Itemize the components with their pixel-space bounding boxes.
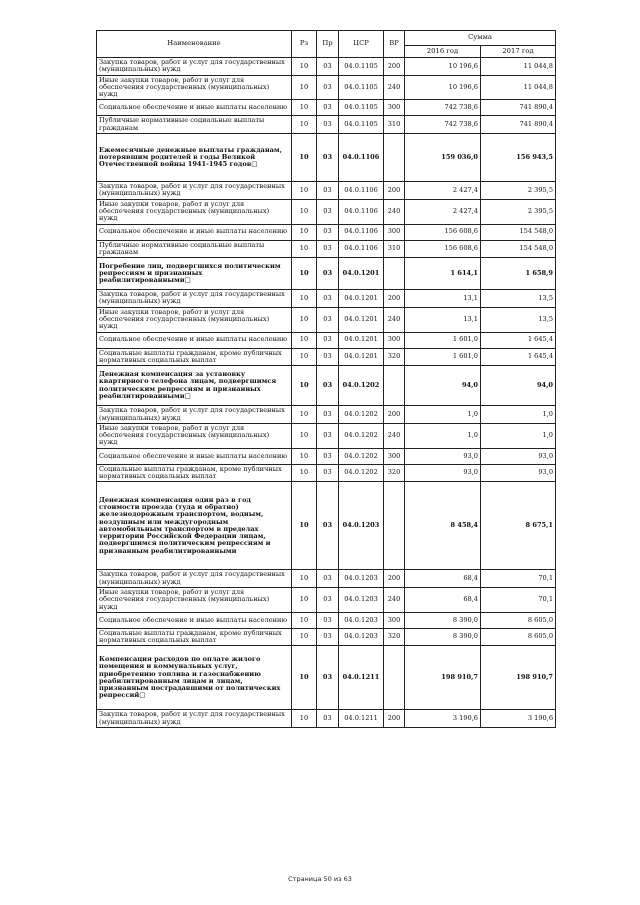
cell-2017: 11 044,8 xyxy=(481,75,556,100)
cell-2016: 156 608,6 xyxy=(405,240,481,258)
header-vr: ВР xyxy=(384,31,405,58)
cell-pr: 03 xyxy=(317,448,339,464)
cell-2016: 3 190,6 xyxy=(405,710,481,728)
cell-csr: 04.0.1106 xyxy=(339,224,384,240)
cell-csr: 04.0.1106 xyxy=(339,134,384,182)
cell-name: Социальное обеспечение и иные выплаты населению xyxy=(97,448,292,464)
cell-2016: 1 614,1 xyxy=(405,258,481,290)
cell-name: Закупка товаров, работ и услуг для государственных (муниципальных) нужд xyxy=(97,182,292,200)
table-row-group xyxy=(97,366,556,406)
cell-csr: 04.0.1106 xyxy=(339,182,384,200)
cell-rz: 10 xyxy=(292,710,317,728)
cell-rz: 10 xyxy=(292,587,317,612)
cell-2017: 2 395,5 xyxy=(481,182,556,200)
cell-rz: 10 xyxy=(292,75,317,100)
cell-vr: 240 xyxy=(384,307,405,332)
cell-2017: 741 890,4 xyxy=(481,116,556,134)
cell-vr xyxy=(384,366,405,406)
cell-csr: 04.0.1203 xyxy=(339,587,384,612)
cell-pr: 03 xyxy=(317,332,339,348)
cell-vr: 200 xyxy=(384,290,405,308)
cell-name: Публичные нормативные социальные выплаты гражданам xyxy=(97,240,292,258)
cell-2017: 70,1 xyxy=(481,587,556,612)
cell-rz: 10 xyxy=(292,258,317,290)
cell-rz: 10 xyxy=(292,224,317,240)
cell-pr: 03 xyxy=(317,612,339,628)
cell-2017: 3 190,6 xyxy=(481,710,556,728)
cell-2017: 154 548,0 xyxy=(481,224,556,240)
cell-rz: 10 xyxy=(292,366,317,406)
cell-2017: 1 645,4 xyxy=(481,332,556,348)
table-row xyxy=(97,612,556,628)
table-row xyxy=(97,307,556,332)
table-row xyxy=(97,199,556,224)
table-row xyxy=(97,116,556,134)
cell-pr: 03 xyxy=(317,570,339,588)
cell-pr: 03 xyxy=(317,348,339,366)
cell-name: Социальное обеспечение и иные выплаты населению xyxy=(97,332,292,348)
cell-pr: 03 xyxy=(317,75,339,100)
cell-rz: 10 xyxy=(292,58,317,76)
cell-csr: 04.0.1201 xyxy=(339,348,384,366)
cell-2017: 94,0 xyxy=(481,366,556,406)
header-sum: Сумма xyxy=(405,31,556,46)
cell-rz: 10 xyxy=(292,448,317,464)
cell-pr: 03 xyxy=(317,116,339,134)
cell-csr: 04.0.1211 xyxy=(339,646,384,710)
cell-rz: 10 xyxy=(292,646,317,710)
cell-name: Закупка товаров, работ и услуг для государственных (муниципальных) нужд xyxy=(97,58,292,76)
table-row xyxy=(97,587,556,612)
page-number: Страница 50 из 63 xyxy=(288,875,352,883)
table-row xyxy=(97,240,556,258)
table-row xyxy=(97,710,556,728)
table-row xyxy=(97,75,556,100)
cell-name: Иные закупки товаров, работ и услуг для обеспечения государственных (муниципальных) нужд xyxy=(97,199,292,224)
cell-vr: 310 xyxy=(384,116,405,134)
cell-pr: 03 xyxy=(317,464,339,482)
cell-2017: 156 943,5 xyxy=(481,134,556,182)
cell-vr: 240 xyxy=(384,423,405,448)
cell-2017: 93,0 xyxy=(481,464,556,482)
cell-2016: 198 910,7 xyxy=(405,646,481,710)
cell-csr: 04.0.1105 xyxy=(339,75,384,100)
table-row-group xyxy=(97,482,556,570)
cell-rz: 10 xyxy=(292,464,317,482)
cell-name: Закупка товаров, работ и услуг для государственных (муниципальных) нужд xyxy=(97,570,292,588)
cell-pr: 03 xyxy=(317,646,339,710)
budget-table xyxy=(96,30,556,728)
cell-2016: 8 458,4 xyxy=(405,482,481,570)
cell-name: Компенсация расходов по оплате жилого помещения и коммунальных услуг, приобретению топлива и газоснабжению реабилитированным лицам и лицам, признанным пострадавшими от политических репрессий□ xyxy=(97,646,292,710)
cell-pr: 03 xyxy=(317,224,339,240)
header-2016: 2016 год xyxy=(405,46,481,58)
cell-2017: 1 658,9 xyxy=(481,258,556,290)
cell-vr xyxy=(384,646,405,710)
table-row xyxy=(97,406,556,424)
cell-pr: 03 xyxy=(317,182,339,200)
cell-name: Закупка товаров, работ и услуг для государственных (муниципальных) нужд xyxy=(97,710,292,728)
cell-2016: 159 036,0 xyxy=(405,134,481,182)
cell-rz: 10 xyxy=(292,482,317,570)
cell-vr: 320 xyxy=(384,348,405,366)
cell-name: Иные закупки товаров, работ и услуг для обеспечения государственных (муниципальных) нужд xyxy=(97,307,292,332)
table-row xyxy=(97,290,556,308)
cell-2016: 2 427,4 xyxy=(405,199,481,224)
cell-csr: 04.0.1106 xyxy=(339,199,384,224)
cell-vr: 300 xyxy=(384,100,405,116)
cell-2017: 93,0 xyxy=(481,448,556,464)
cell-2017: 1 645,4 xyxy=(481,348,556,366)
cell-2016: 742 738,6 xyxy=(405,116,481,134)
table-header-row xyxy=(97,31,556,46)
cell-2017: 1,0 xyxy=(481,423,556,448)
cell-rz: 10 xyxy=(292,182,317,200)
cell-name: Публичные нормативные социальные выплаты гражданам xyxy=(97,116,292,134)
cell-rz: 10 xyxy=(292,348,317,366)
cell-rz: 10 xyxy=(292,290,317,308)
cell-pr: 03 xyxy=(317,423,339,448)
cell-rz: 10 xyxy=(292,134,317,182)
cell-csr: 04.0.1203 xyxy=(339,628,384,646)
cell-rz: 10 xyxy=(292,423,317,448)
cell-vr: 240 xyxy=(384,587,405,612)
cell-name: Закупка товаров, работ и услуг для государственных (муниципальных) нужд xyxy=(97,406,292,424)
cell-2016: 93,0 xyxy=(405,464,481,482)
cell-2016: 68,4 xyxy=(405,587,481,612)
table-row-group xyxy=(97,134,556,182)
table-row xyxy=(97,58,556,76)
table-row xyxy=(97,628,556,646)
cell-vr: 320 xyxy=(384,628,405,646)
table-row xyxy=(97,423,556,448)
header-pr: Пр xyxy=(317,31,339,58)
cell-2017: 741 890,4 xyxy=(481,100,556,116)
cell-2017: 198 910,7 xyxy=(481,646,556,710)
table-row xyxy=(97,570,556,588)
cell-vr: 200 xyxy=(384,570,405,588)
cell-2016: 94,0 xyxy=(405,366,481,406)
cell-pr: 03 xyxy=(317,100,339,116)
cell-pr: 03 xyxy=(317,58,339,76)
header-rz: Рз xyxy=(292,31,317,58)
cell-vr xyxy=(384,134,405,182)
cell-csr: 04.0.1202 xyxy=(339,423,384,448)
cell-name: Денежная компенсация один раз в год стоимости проезда (туда и обратно) железнодорожным транспортом, водным, воздушным или междугородным автомобильным транспортом в пределах территории Российской Федерации лицам, подвергшимся политическим репрессиям и признанным реабилитированными xyxy=(97,482,292,570)
cell-pr: 03 xyxy=(317,199,339,224)
cell-csr: 04.0.1203 xyxy=(339,482,384,570)
cell-2016: 156 608,6 xyxy=(405,224,481,240)
cell-2016: 8 390,0 xyxy=(405,628,481,646)
table-row xyxy=(97,464,556,482)
cell-2017: 13,5 xyxy=(481,290,556,308)
cell-2017: 154 548,0 xyxy=(481,240,556,258)
cell-2016: 2 427,4 xyxy=(405,182,481,200)
cell-vr: 300 xyxy=(384,224,405,240)
table-row xyxy=(97,348,556,366)
cell-name: Социальное обеспечение и иные выплаты населению xyxy=(97,612,292,628)
table-row-group xyxy=(97,258,556,290)
cell-vr: 300 xyxy=(384,448,405,464)
cell-vr: 310 xyxy=(384,240,405,258)
cell-csr: 04.0.1105 xyxy=(339,58,384,76)
cell-vr: 200 xyxy=(384,182,405,200)
cell-csr: 04.0.1202 xyxy=(339,448,384,464)
cell-csr: 04.0.1202 xyxy=(339,406,384,424)
cell-csr: 04.0.1201 xyxy=(339,290,384,308)
cell-rz: 10 xyxy=(292,199,317,224)
cell-name: Социальные выплаты гражданам, кроме публичных нормативных социальных выплат xyxy=(97,464,292,482)
cell-rz: 10 xyxy=(292,307,317,332)
table-row xyxy=(97,100,556,116)
cell-pr: 03 xyxy=(317,258,339,290)
cell-2017: 8 605,0 xyxy=(481,628,556,646)
cell-csr: 04.0.1203 xyxy=(339,570,384,588)
cell-csr: 04.0.1201 xyxy=(339,307,384,332)
cell-2016: 10 196,6 xyxy=(405,58,481,76)
cell-name: Социальное обеспечение и иные выплаты населению xyxy=(97,224,292,240)
cell-vr: 240 xyxy=(384,75,405,100)
cell-name: Погребение лиц, подвергшихся политическим репрессиям и признанных реабилитированными□ xyxy=(97,258,292,290)
cell-csr: 04.0.1211 xyxy=(339,710,384,728)
cell-pr: 03 xyxy=(317,628,339,646)
cell-rz: 10 xyxy=(292,100,317,116)
header-2017: 2017 год xyxy=(481,46,556,58)
cell-name: Социальные выплаты гражданам, кроме публичных нормативных социальных выплат xyxy=(97,628,292,646)
cell-2017: 8 675,1 xyxy=(481,482,556,570)
cell-2016: 1 601,0 xyxy=(405,348,481,366)
cell-pr: 03 xyxy=(317,240,339,258)
cell-rz: 10 xyxy=(292,332,317,348)
cell-csr: 04.0.1202 xyxy=(339,464,384,482)
cell-2016: 742 738,6 xyxy=(405,100,481,116)
cell-2017: 11 044,8 xyxy=(481,58,556,76)
cell-csr: 04.0.1106 xyxy=(339,240,384,258)
cell-2016: 1,0 xyxy=(405,406,481,424)
cell-vr: 240 xyxy=(384,199,405,224)
cell-2017: 8 605,0 xyxy=(481,612,556,628)
cell-2017: 2 395,5 xyxy=(481,199,556,224)
cell-pr: 03 xyxy=(317,587,339,612)
table-row-group xyxy=(97,646,556,710)
cell-name: Иные закупки товаров, работ и услуг для обеспечения государственных (муниципальных) нужд xyxy=(97,75,292,100)
cell-2017: 1,0 xyxy=(481,406,556,424)
cell-2016: 93,0 xyxy=(405,448,481,464)
cell-csr: 04.0.1202 xyxy=(339,366,384,406)
cell-2016: 68,4 xyxy=(405,570,481,588)
cell-name: Иные закупки товаров, работ и услуг для обеспечения государственных (муниципальных) нужд xyxy=(97,423,292,448)
cell-csr: 04.0.1105 xyxy=(339,100,384,116)
cell-name: Закупка товаров, работ и услуг для государственных (муниципальных) нужд xyxy=(97,290,292,308)
cell-2016: 13,1 xyxy=(405,290,481,308)
cell-pr: 03 xyxy=(317,366,339,406)
cell-2017: 13,5 xyxy=(481,307,556,332)
cell-name: Денежная компенсация за установку квартирного телефона лицам, подвергшимся политическим репрессиям и признанных реабилитированными□ xyxy=(97,366,292,406)
header-csr: ЦСР xyxy=(339,31,384,58)
cell-2016: 10 196,6 xyxy=(405,75,481,100)
cell-2016: 1 601,0 xyxy=(405,332,481,348)
cell-vr: 300 xyxy=(384,332,405,348)
cell-name: Ежемесячные денежные выплаты гражданам, потерявшим родителей в годы Великой Отечественной войны 1941-1945 годов□ xyxy=(97,134,292,182)
cell-pr: 03 xyxy=(317,406,339,424)
cell-vr: 200 xyxy=(384,58,405,76)
cell-rz: 10 xyxy=(292,612,317,628)
cell-vr: 300 xyxy=(384,612,405,628)
cell-name: Социальное обеспечение и иные выплаты населению xyxy=(97,100,292,116)
cell-2017: 70,1 xyxy=(481,570,556,588)
cell-csr: 04.0.1105 xyxy=(339,116,384,134)
cell-name: Иные закупки товаров, работ и услуг для обеспечения государственных (муниципальных) нужд xyxy=(97,587,292,612)
cell-pr: 03 xyxy=(317,482,339,570)
cell-2016: 8 390,0 xyxy=(405,612,481,628)
cell-rz: 10 xyxy=(292,628,317,646)
cell-csr: 04.0.1201 xyxy=(339,258,384,290)
cell-rz: 10 xyxy=(292,240,317,258)
table-row xyxy=(97,182,556,200)
cell-2016: 13,1 xyxy=(405,307,481,332)
cell-vr: 320 xyxy=(384,464,405,482)
cell-vr xyxy=(384,258,405,290)
cell-vr: 200 xyxy=(384,710,405,728)
table-body xyxy=(97,58,556,728)
cell-csr: 04.0.1201 xyxy=(339,332,384,348)
cell-pr: 03 xyxy=(317,307,339,332)
table-row xyxy=(97,448,556,464)
cell-rz: 10 xyxy=(292,570,317,588)
cell-vr xyxy=(384,482,405,570)
table-row xyxy=(97,224,556,240)
cell-rz: 10 xyxy=(292,116,317,134)
cell-csr: 04.0.1203 xyxy=(339,612,384,628)
cell-name: Социальные выплаты гражданам, кроме публичных нормативных социальных выплат xyxy=(97,348,292,366)
cell-pr: 03 xyxy=(317,134,339,182)
cell-rz: 10 xyxy=(292,406,317,424)
cell-vr: 200 xyxy=(384,406,405,424)
header-name: Наименование xyxy=(97,31,292,58)
cell-pr: 03 xyxy=(317,710,339,728)
cell-pr: 03 xyxy=(317,290,339,308)
cell-2016: 1,0 xyxy=(405,423,481,448)
table-row xyxy=(97,332,556,348)
